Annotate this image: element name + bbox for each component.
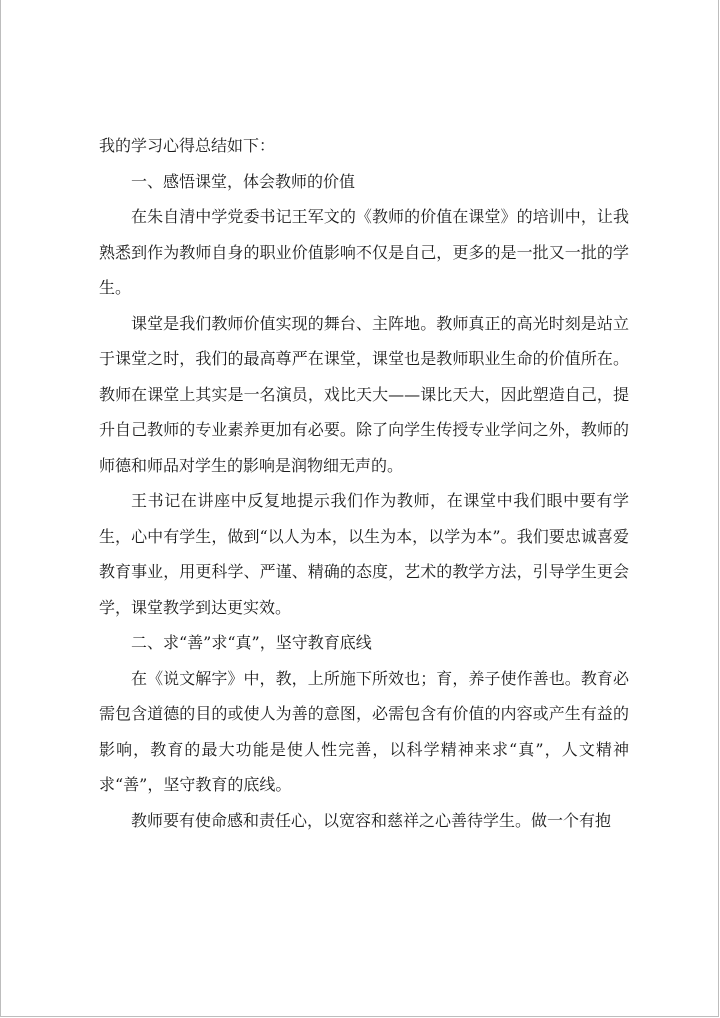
- paragraph-intro: 我的学习心得总结如下：: [99, 136, 276, 155]
- paragraph: 课堂是我们教师价值实现的舞台、主阵地。教师真正的高光时刻是站立于课堂之时，我们的最高尊严在课堂，课堂也是教师职业生命的价值所在。教师在课堂上其实是一名演员，戏比天大——课比天大，因此塑造自己，提升自己教师的专业素养更加有必要。除了向学生传授专业学问之外，教师的师德和师品对学生的影响是润物细无声的。: [99, 313, 629, 475]
- paragraph: 在《说文解字》中，教，上所施下所效也；育，养子使作善也。教育必需包含道德的目的或使人为善的意图，必需包含有价值的内容或产生有益的影响，教育的最大功能是使人性完善，以科学精神来求“真”，人文精神求“善”，坚守教育的底线。: [99, 668, 629, 794]
- paragraph: 王书记在讲座中反复地提示我们作为教师，在课堂中我们眼中要有学生，心中有学生，做到“以人为本，以生为本，以学为本”。我们要忠诚喜爱教育事业，用更科学、严谨、精确的态度，艺术的教学方法，引导学生更会学，课堂教学到达更实效。: [99, 491, 629, 617]
- document-body: [99, 128, 629, 838]
- paragraph: 教师要有使命感和责任心，以宽容和慈祥之心善待学生。做一个有抱: [131, 810, 612, 830]
- section-heading-2: 二、求“善”求“真”，坚守教育底线: [131, 633, 372, 652]
- paragraph: 在朱自清中学党委书记王军文的《教师的价值在课堂》的培训中，让我熟悉到作为教师自身的职业价值影响不仅是自己，更多的是一批又一批的学生。: [99, 207, 629, 297]
- section-heading-1: 一、感悟课堂，体会教师的价值: [131, 171, 356, 191]
